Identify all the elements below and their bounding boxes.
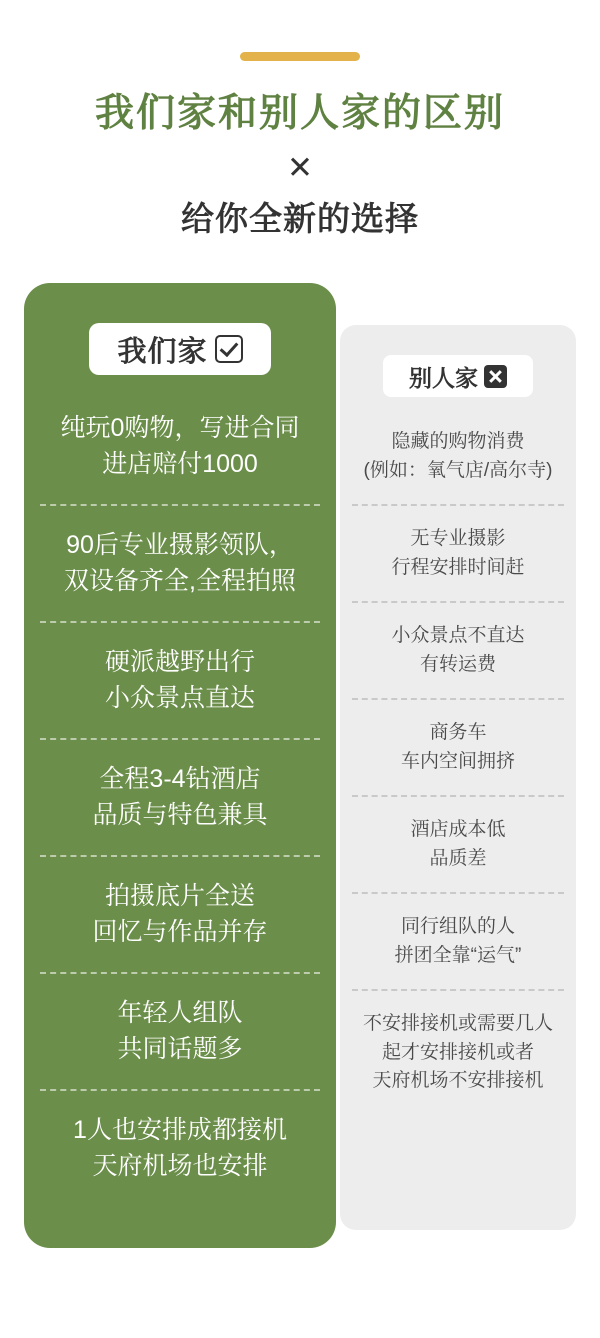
list-item-line: 小众景点直达 (104, 683, 255, 712)
list-item (352, 409, 564, 506)
list-theirs (352, 409, 564, 1115)
list-item-line: 90后专业摄影领队， (66, 531, 294, 560)
comparison-section (0, 283, 600, 1263)
list-item-line: 硬派越野出行 (104, 648, 255, 677)
list-item (40, 1091, 320, 1206)
checkbox-checked-icon (215, 335, 243, 363)
list-item-line: 同行组队的人 (400, 916, 515, 938)
badge-ours (89, 323, 271, 375)
close-box-icon (484, 365, 507, 388)
list-item (40, 974, 320, 1091)
list-item-line: 年轻人组队 (117, 999, 243, 1028)
list-item (352, 894, 564, 991)
list-item-line: 酒店成本低 (410, 819, 506, 841)
list-item-line: 进店赔付1000 (102, 449, 258, 478)
list-ours (40, 389, 320, 1206)
list-item-line: 天府机场也安排 (92, 1151, 268, 1180)
list-item-line: 车内空间拥挤 (400, 750, 515, 772)
accent-bar (240, 52, 360, 61)
badge-theirs (383, 355, 533, 397)
list-item (352, 603, 564, 700)
list-item-line: 天府机场不安排接机 (372, 1070, 544, 1092)
list-item (352, 700, 564, 797)
page-subtitle: 给你全新的选择 (181, 199, 419, 237)
list-item-line: 小众景点不直达 (391, 625, 525, 647)
list-item-line: 纯玩0购物，写进合同 (60, 414, 300, 443)
list-item (40, 389, 320, 506)
list-item-line: 共同话题多 (117, 1034, 243, 1063)
poster-header (0, 0, 600, 238)
list-item-line: 隐藏的购物消费 (391, 431, 525, 453)
list-item (40, 740, 320, 857)
list-item-line: 品质与特色兼具 (92, 800, 268, 829)
list-item (352, 991, 564, 1115)
list-item-line: (例如：氧气店/高尔寺) (363, 459, 553, 481)
list-item (352, 506, 564, 603)
badge-ours-label: 我们家 (117, 335, 208, 368)
list-item-line: 回忆与作品并存 (92, 917, 268, 946)
list-item (40, 623, 320, 740)
list-item-line: 拼团全靠“运气” (394, 944, 522, 966)
column-theirs (340, 325, 576, 1230)
list-item-line: 拍摄底片全送 (104, 882, 255, 911)
column-ours (24, 283, 336, 1248)
list-item-line: 全程3-4钻酒店 (99, 765, 261, 794)
list-item-line: 品质差 (429, 847, 487, 869)
list-item (352, 797, 564, 894)
cross-divider-icon: ✕ (287, 149, 313, 185)
list-item-line: 无专业摄影 (410, 528, 506, 550)
list-item-line: 起才安排接机或者 (381, 1041, 534, 1063)
list-item-line: 行程安排时间赶 (391, 556, 525, 578)
list-item-line: 1人也安排成都接机 (73, 1116, 287, 1145)
badge-theirs-label: 别人家 (409, 364, 478, 391)
page-title: 我们家和别人家的区别 (94, 92, 505, 135)
list-item (40, 857, 320, 974)
list-item-line: 不安排接机或需要几人 (362, 1013, 553, 1035)
list-item (40, 506, 320, 623)
list-item-line: 有转运费 (419, 653, 496, 675)
list-item-line: 商务车 (429, 722, 487, 744)
list-item-line: 双设备齐全,全程拍照 (64, 566, 296, 595)
